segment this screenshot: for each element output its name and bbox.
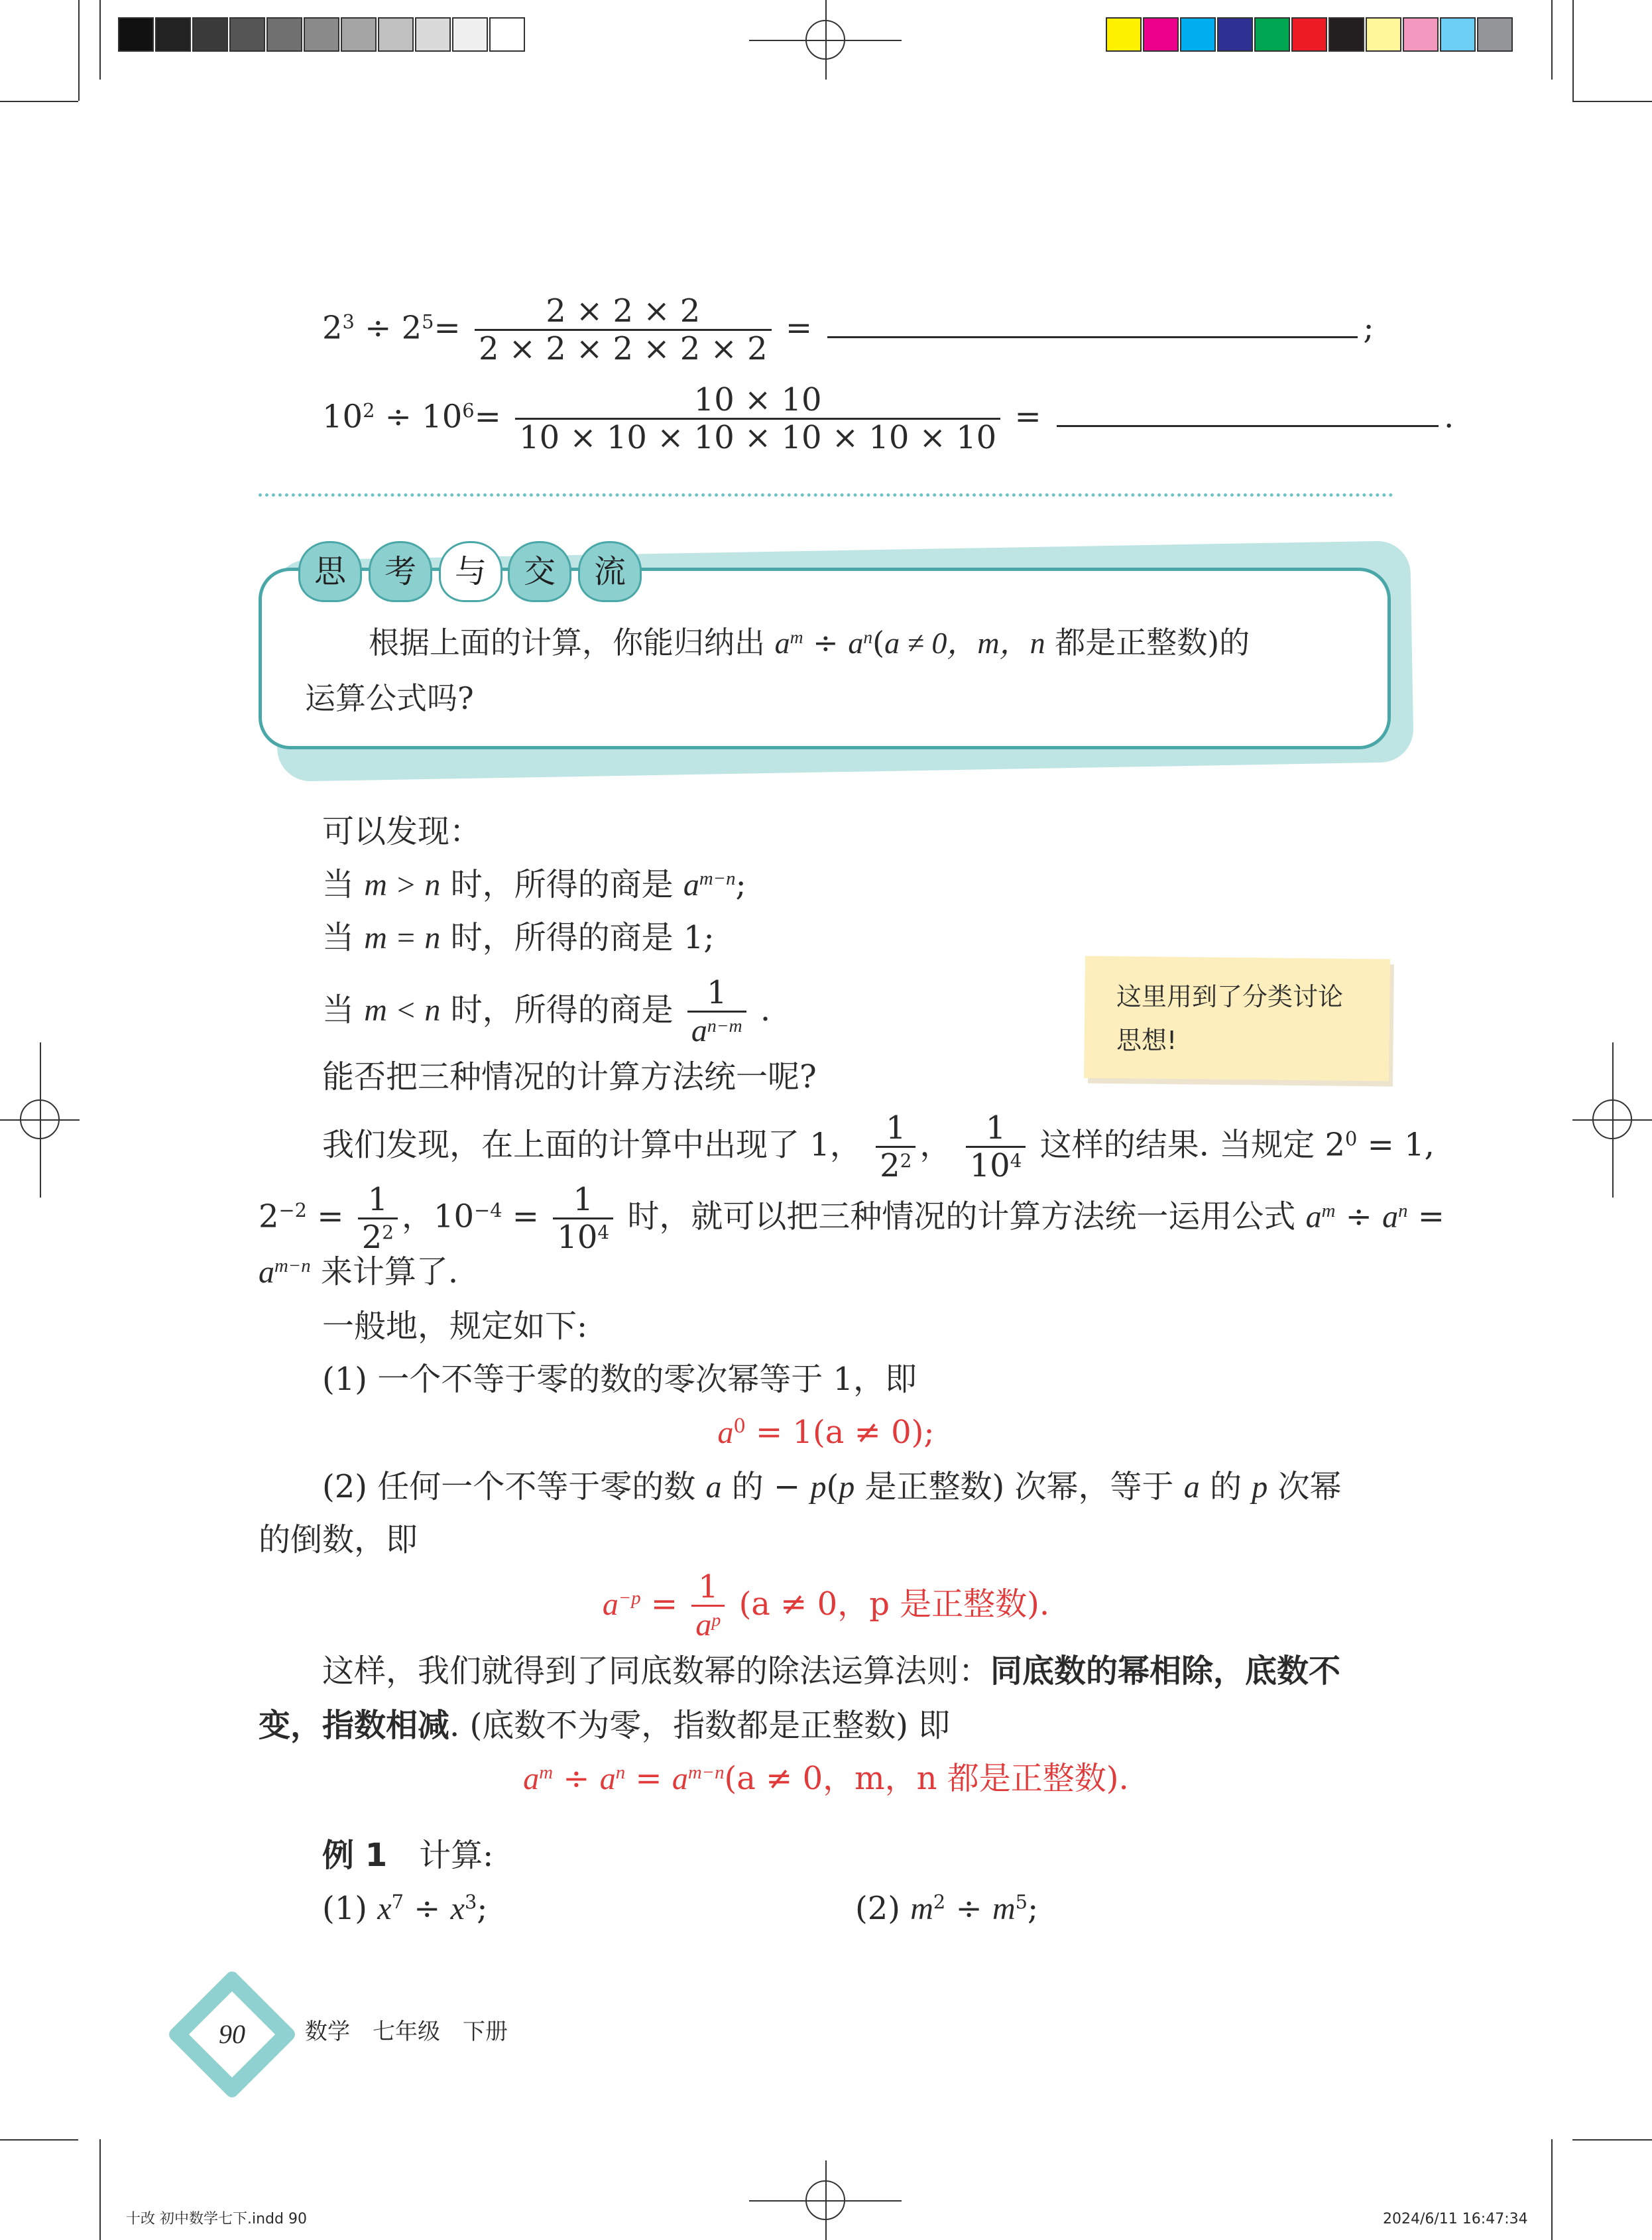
l2-frac-2: $\frac{1}{10^4}$	[553, 1183, 613, 1255]
rule-2-formula: $a^{-p}$ = $\frac{1}{a^p}$ (a ≠ 0，p 是正整数).	[602, 1568, 1050, 1643]
side-note-line1: 这里用到了分类讨论	[1116, 982, 1344, 1011]
found-frac-2: $\frac{1}{10^4}$	[966, 1111, 1026, 1183]
color-bar	[1106, 17, 1514, 52]
answer-blank-2[interactable]	[1057, 425, 1439, 427]
case3-fraction: $\frac{1}{a^{n-m}}$	[687, 976, 746, 1048]
found-line-1: 我们发现，在上面的计算中出现了 1， $\frac{1}{2^2}$ ， $\frac{1}{10^4}$ 这样的结果. 当规定 $2^0 = 1$,	[322, 1109, 1435, 1185]
print-slug-timestamp: 2024/6/11 16:47:34	[1383, 2211, 1528, 2227]
general-rule-intro: 一般地，规定如下:	[322, 1308, 588, 1345]
calc2-fraction: $\frac{10 \times 10}{10 \times 10 \times 10 \times 10 \times 10 \times 10}$	[515, 383, 1000, 455]
title-char-2: 考	[369, 541, 432, 602]
side-note-line2: 思想!	[1116, 1026, 1177, 1055]
case-2: 当 m = n 时，所得的商是 1;	[322, 919, 715, 956]
title-char-4: 交	[508, 541, 571, 602]
page-number: 90	[219, 2019, 245, 2049]
found-line-2: $2^{-2}$ = $\frac{1}{2^2}$ ，$10^{-4}$ = $\frac{1}{10^4}$ 时，就可以把三种情况的计算方法统一运用公式 $a^m \div a^n$ =	[259, 1181, 1445, 1257]
case-3: 当 m < n 时，所得的商是 $\frac{1}{a^{n-m}}$ .	[322, 974, 771, 1049]
example-1-item-1: (1) $x^7 \div x^3$;	[322, 1890, 488, 1927]
think-question-line2: 运算公式吗?	[305, 680, 474, 716]
case-1: 当 m > n 时，所得的商是 $a^{m-n}$;	[322, 866, 746, 903]
calc1-fraction: $\frac{2 \times 2 \times 2}{2 \times 2 \times 2 \times 2 \times 2}$	[475, 294, 772, 366]
side-note-text	[1116, 975, 1343, 1062]
calculation-1: $2^3 \div 2^5=$ $\frac{2 \times 2 \times 2}{2 \times 2 \times 2 \times 2 \times 2}$ = ;	[322, 292, 1374, 368]
dotted-divider	[259, 493, 1393, 497]
division-law-line1: 这样，我们就得到了同底数幂的除法运算法则：同底数的幂相除，底数不	[322, 1652, 1341, 1690]
division-law-line2: 变，指数相减. (底数不为零，指数都是正整数) 即	[259, 1707, 951, 1744]
print-slug-file: 十改 初中数学七下.indd 90	[126, 2211, 307, 2227]
discover-line: 可以发现：	[322, 813, 482, 850]
division-law-formula: $a^m \div a^n = a^{m-n}(a \ne 0$，m，n 都是正整数).	[523, 1760, 1129, 1797]
l2-frac-1: $\frac{1}{2^2}$	[358, 1183, 398, 1255]
title-char-3: 与	[439, 541, 502, 602]
rule2-fraction: $\frac{1}{a^p}$	[691, 1570, 725, 1643]
example-1-item-2: (2) $m^2 \div m^5$;	[855, 1890, 1039, 1927]
book-title: 数学 七年级 下册	[305, 2019, 508, 2045]
found-frac-1: $\frac{1}{2^2}$	[876, 1111, 915, 1183]
unify-question: 能否把三种情况的计算方法统一呢?	[322, 1058, 817, 1095]
title-char-5: 流	[578, 541, 642, 602]
rule-1: (1) 一个不等于零的数的零次幂等于 1，即	[322, 1361, 917, 1398]
rule-2-line2: 的倒数，即	[259, 1521, 418, 1558]
found-line-3: $a^{m-n}$ 来计算了.	[259, 1253, 459, 1290]
title-char-1: 思	[298, 541, 362, 602]
example-1-heading: 例 1 计算:	[322, 1837, 494, 1874]
rule-1-formula: $a^0 = 1(a \ne 0)$;	[717, 1414, 935, 1451]
rule-2: (2) 任何一个不等于零的数 a 的 − p(p 是正整数) 次幂，等于 a 的 p 次幂	[322, 1468, 1342, 1505]
grayscale-bar	[118, 17, 526, 52]
answer-blank-1[interactable]	[827, 336, 1358, 338]
think-question-line1: 根据上面的计算，你能归纳出 $a^m \div a^n(a \ne 0$，m，n 都是正整数)的	[369, 625, 1250, 660]
calculation-2: $10^2 \div 10^6=$ $\frac{10 \times 10}{10 \times 10 \times 10 \times 10 \times 10 \times 10}$ = .	[322, 381, 1454, 457]
